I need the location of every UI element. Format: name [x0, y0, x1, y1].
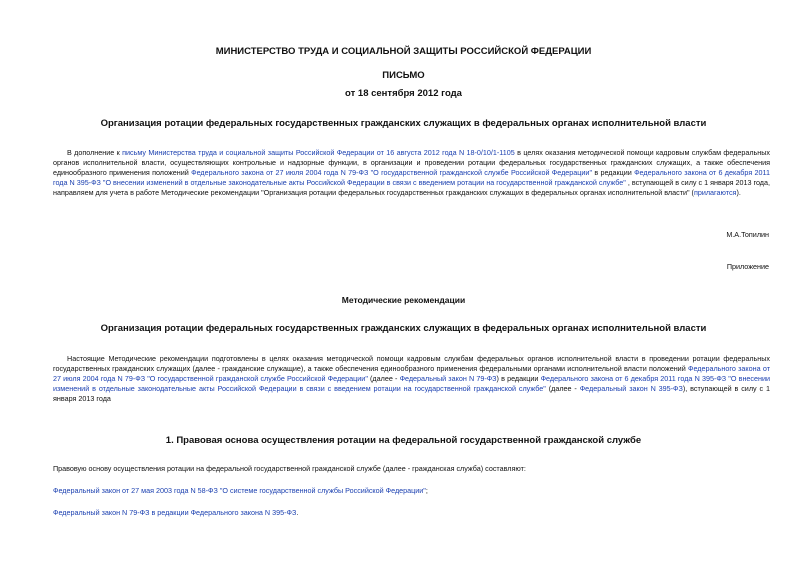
link-law-395fz[interactable]: Федерального закона от 6 декабря 2011 года N 395-ФЗ "О внесении изменений в отдельные законодательные акты Российской Федерации в связи с введением ротации на государственной гражданской службе" — [53, 168, 770, 187]
intro-paragraph — [53, 148, 770, 198]
legal-basis-item-1-end: ; — [425, 486, 428, 495]
intro-text-3: в редакции — [592, 168, 635, 177]
link-rec-law-79fz[interactable]: Федерального закона от 27 июля 2004 года N 79-ФЗ "О государственной гражданской службе Российской Федерации" — [53, 364, 770, 383]
rec-text-2: (далее - — [367, 374, 400, 383]
section-1-intro: Правовую основу осуществления ротации на федеральной государственной гражданской службе (далее - гражданская служба) составляют: — [53, 464, 526, 473]
appendix-label: Приложение — [726, 262, 769, 271]
rec-text-4: (далее - — [545, 384, 580, 393]
intro-text-1: В дополнение к — [67, 148, 123, 157]
intro-text-4: , вступающей в силу с 1 января 2013 года, направляем для учета в работе Методические рекомендации "Организация ротации федеральных государственных гражданских служащих в федеральных органах исполнительной власти" ( — [53, 178, 770, 197]
link-rec-law-395fz[interactable]: Федерального закона от 6 декабря 2011 года N 395-ФЗ "О внесении изменений в отдельные законодательные акты Российской Федерации в связи с введением ротации на государственной гражданской службе" — [53, 374, 770, 393]
section-1-title: 1. Правовая основа осуществления ротации на федеральной государственной гражданской службе — [165, 435, 642, 446]
link-law-58fz[interactable]: Федеральный закон от 27 мая 2003 года N 58-ФЗ "О системе государственной службы Российской Федерации" — [53, 486, 426, 495]
legal-basis-item-2 — [53, 508, 298, 517]
link-rec-395fz-short[interactable]: Федеральный закон N 395-ФЗ — [579, 384, 683, 393]
intro-text-5: ). — [736, 188, 741, 197]
legal-basis-item-1 — [53, 486, 428, 495]
document-type-heading: ПИСЬМО — [382, 70, 425, 81]
document-subject: Организация ротации федеральных государственных гражданских служащих в федеральных органах исполнительной власти — [100, 118, 707, 129]
link-attached[interactable]: прилагаются — [693, 188, 737, 197]
rec-text-5: ), вступающей в силу с 1 января 2013 года — [53, 384, 770, 403]
ministry-heading: МИНИСТЕРСТВО ТРУДА И СОЦИАЛЬНОЙ ЗАЩИТЫ РОССИЙСКОЙ ФЕДЕРАЦИИ — [215, 46, 592, 57]
item2-end: . — [296, 508, 299, 517]
item2-text: в редакции — [149, 508, 191, 517]
signature: М.А.Топилин — [726, 230, 769, 239]
link-law-79fz[interactable]: Федерального закона от 27 июля 2004 года N 79-ФЗ "О государственной гражданской службе Российской Федерации" — [191, 168, 592, 177]
intro-text-2: в целях оказания методической помощи кадровым службам федеральных органов исполнительной власти, осуществляющих контрольные и надзорные функции, в организации и проведении ротации федеральных государственных гражданских служащих, а также обеспечения единообразного применения положений — [53, 148, 770, 177]
rec-text-3: ) в редакции — [496, 374, 541, 383]
link-rec-79fz-short[interactable]: Федеральный закон N 79-ФЗ — [399, 374, 497, 383]
recommendations-paragraph — [53, 354, 770, 404]
link-item2-395fz[interactable]: Федерального закона N 395-ФЗ — [190, 508, 297, 517]
link-item2-79fz[interactable]: Федеральный закон N 79-ФЗ — [53, 508, 150, 517]
recommendations-title: Методические рекомендации — [341, 295, 466, 305]
rec-text-1: Настоящие Методические рекомендации подготовлены в целях оказания методической помощи кадровым службам федеральных органов исполнительной власти в проведении ротации федеральных государственных гражданских служащих (далее - гражданские служащие), а также обеспечения единообразного применения федеральными органами исполнительной власти положений — [53, 354, 770, 373]
recommendations-subtitle: Организация ротации федеральных государственных гражданских служащих в федеральных органах исполнительной власти — [100, 323, 707, 334]
link-ministry-letter[interactable]: письму Министерства труда и социальной защиты Российской Федерации от 16 августа 2012 года N 18-0/10/1-1105 — [122, 148, 515, 157]
document-date: от 18 сентября 2012 года — [345, 88, 462, 99]
